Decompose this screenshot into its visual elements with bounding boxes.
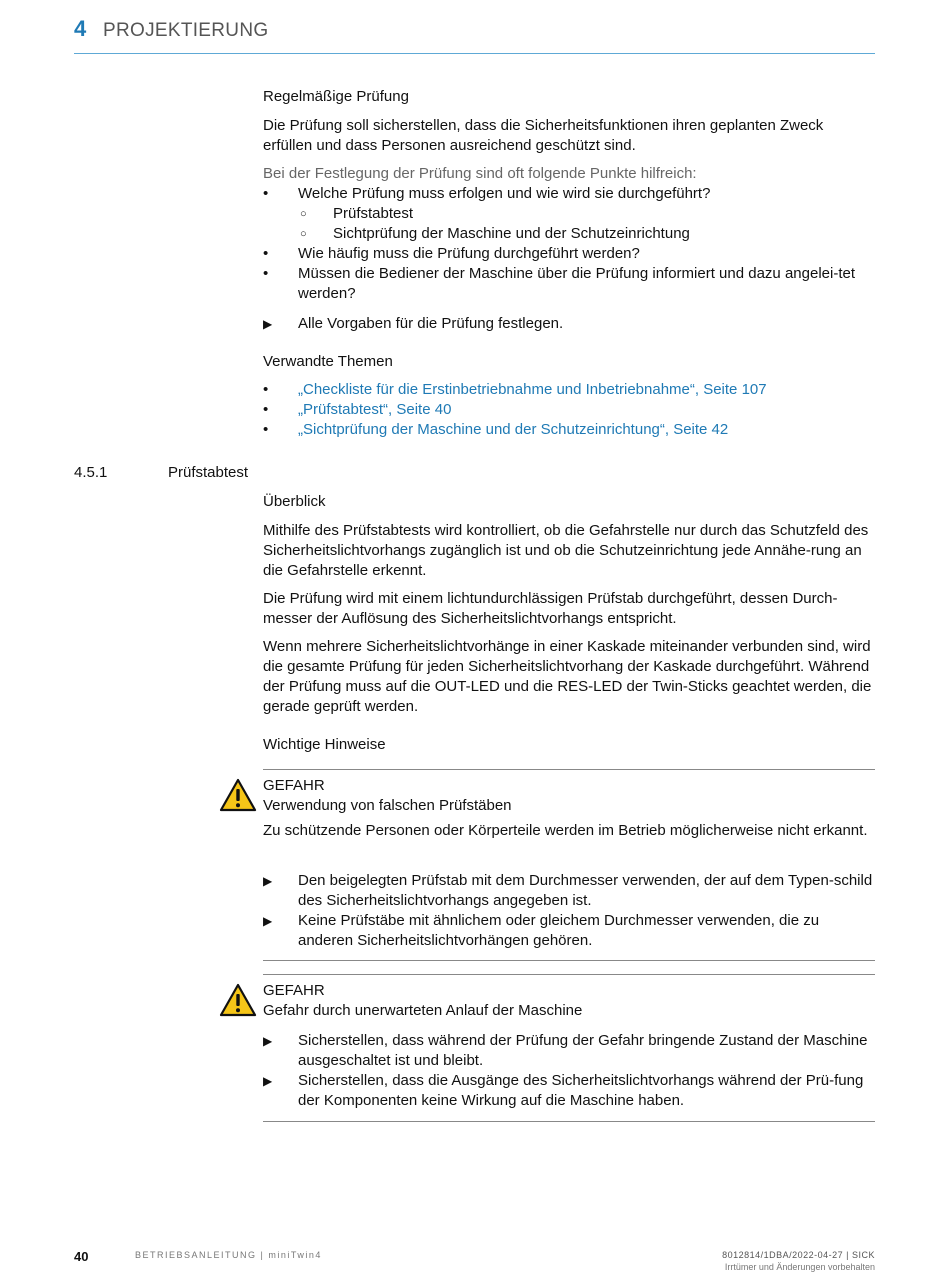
disclaimer: Irrtümer und Änderungen vorbehalten xyxy=(724,1262,875,1272)
sub-bullet-text: Prüfstabtest xyxy=(333,205,414,222)
related-link[interactable]: „Prüfstabtest“, Seite 40 xyxy=(298,401,452,418)
hinweise-heading: Wichtige Hinweise xyxy=(263,736,386,753)
bullet-dot: • xyxy=(263,401,269,418)
sub-bullet-text: Sichtprüfung der Maschine und der Schutzeinrichtung xyxy=(333,225,690,242)
warning-label: GEFAHR xyxy=(263,982,325,999)
bullet-dot: • xyxy=(263,381,269,398)
overview-paragraph: Mithilfe des Prüfstabtests wird kontrolliert, ob die Gefahrstelle nur durch das Schutzfeld des Sicherheitslichtvorhangs zugänglich ist und ob die Schutzeinrichtung jede Annähe-rung an die Gefahrstelle erkennt. xyxy=(263,522,869,579)
warning-action: Den beigelegten Prüfstab mit dem Durchmesser verwenden, der auf dem Typen-schild des Sicherheitslichtvorhangs angegeben ist. xyxy=(298,872,873,909)
action-text: Alle Vorgaben für die Prüfung festlegen. xyxy=(298,315,564,332)
action-arrow-icon: ▶ xyxy=(263,1074,273,1088)
bullet-text: Wie häufig muss die Prüfung durchgeführt werden? xyxy=(298,245,640,262)
pruefung-paragraph: Die Prüfung soll sicherstellen, dass die Sicherheitsfunktionen ihren geplanten Zweck erfüllen und dass Personen ausreichend geschützt sind. xyxy=(263,117,824,154)
pruefung-lead: Bei der Festlegung der Prüfung sind oft folgende Punkte hilfreich: xyxy=(263,165,697,182)
overview-paragraph: Wenn mehrere Sicherheitslichtvorhänge in einer Kaskade miteinander verbunden sind, wird die gesamte Prüfung für jeden Sicherheitslichtvorhang der Kaskade durchgeführt. Während der Prüfung muss auf die OUT-LED und die RES-LED der Twin-Sticks geachtet werden, die gerade geprüft werden. xyxy=(263,638,872,715)
bullet-dot: • xyxy=(263,265,269,282)
warning-text: Zu schützende Personen oder Körperteile werden im Betrieb möglicherweise nicht erkannt. xyxy=(263,822,868,839)
section-number: 4.5.1 xyxy=(74,464,108,481)
bullet-dot: • xyxy=(263,245,269,262)
warning-triangle-icon xyxy=(219,778,257,812)
sub-bullet-circle: ○ xyxy=(300,228,307,240)
warning-action: Sicherstellen, dass während der Prüfung der Gefahr bringende Zustand der Maschine ausgeschaltet ist und bleibt. xyxy=(298,1032,868,1069)
chapter-title: PROJEKTIERUNG xyxy=(103,20,269,41)
header-divider xyxy=(74,53,875,54)
chapter-number: 4 xyxy=(74,16,87,41)
warning-triangle-icon xyxy=(219,983,257,1017)
page-number: 40 xyxy=(74,1249,89,1264)
warning-bottom-rule xyxy=(263,1121,875,1122)
sub-bullet-circle: ○ xyxy=(300,208,307,220)
overview-paragraph: Die Prüfung wird mit einem lichtundurchlässigen Prüfstab durchgeführt, dessen Durch-messer der Auflösung des Sicherheitslichtvorhangs entspricht. xyxy=(263,590,838,627)
bullet-dot: • xyxy=(263,421,269,438)
warning-top-rule xyxy=(263,974,875,975)
related-link[interactable]: „Checkliste für die Erstinbetriebnahme und Inbetriebnahme“, Seite 107 xyxy=(298,381,767,398)
warning-top-rule xyxy=(263,769,875,770)
warning-action: Keine Prüfstäbe mit ähnlichem oder gleichem Durchmesser verwenden, die zu anderen Sicherheitslichtvorhängen gehören. xyxy=(298,912,820,949)
overview-heading: Überblick xyxy=(263,493,326,510)
document-reference: 8012814/1DBA/2022-04-27 | SICK xyxy=(722,1250,875,1260)
bullet-text: Welche Prüfung muss erfolgen und wie wird sie durchgeführt? xyxy=(298,185,711,202)
related-link[interactable]: „Sichtprüfung der Maschine und der Schutzeinrichtung“, Seite 42 xyxy=(298,421,729,438)
warning-bottom-rule xyxy=(263,960,875,961)
warning-title: Gefahr durch unerwarteten Anlauf der Maschine xyxy=(263,1002,583,1019)
bullet-text: Müssen die Bediener der Maschine über die Prüfung informiert und dazu angelei-tet werden? xyxy=(298,265,855,302)
warning-title: Verwendung von falschen Prüfstäben xyxy=(263,797,512,814)
bullet-dot: • xyxy=(263,185,269,202)
warning-label: GEFAHR xyxy=(263,777,325,794)
action-arrow-icon: ▶ xyxy=(263,914,273,928)
action-arrow-icon: ▶ xyxy=(263,874,273,888)
document-title: BETRIEBSANLEITUNG | miniTwin4 xyxy=(135,1250,322,1260)
related-heading: Verwandte Themen xyxy=(263,353,393,370)
action-arrow-icon: ▶ xyxy=(263,317,273,331)
section-title: Prüfstabtest xyxy=(168,464,249,481)
pruefung-heading: Regelmäßige Prüfung xyxy=(263,88,409,105)
warning-action: Sicherstellen, dass die Ausgänge des Sicherheitslichtvorhangs während der Prü-fung der Komponenten keine Wirkung auf die Maschine haben. xyxy=(298,1072,864,1109)
action-arrow-icon: ▶ xyxy=(263,1034,273,1048)
